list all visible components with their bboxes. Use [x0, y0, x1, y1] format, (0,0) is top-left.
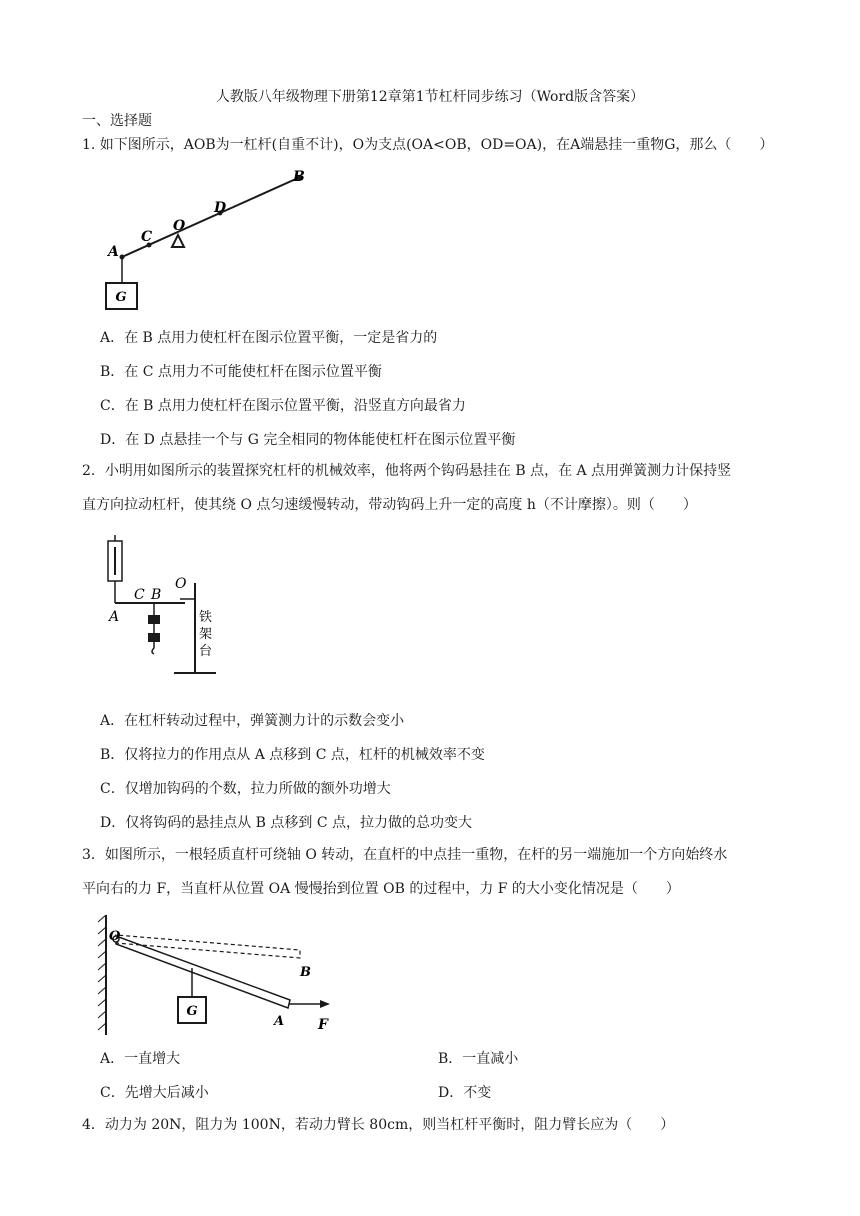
question-4-stem: 4．动力为 20N，阻力为 100N，若动力臂长 80cm，则当杠杆平衡时，阻力臂长应为（ ）	[82, 1117, 675, 1133]
hook-weight-1	[148, 615, 160, 624]
weight-hook-icon	[152, 642, 154, 654]
section-heading: 一、选择题	[82, 113, 152, 129]
label-d: D	[214, 200, 227, 216]
label-b: B	[300, 965, 311, 980]
fulcrum-triangle-icon	[172, 235, 184, 247]
question-2-stem-line-2: 直方向拉动杠杆，使其绕 O 点匀速缓慢转动，带动钩码上升一定的高度 h（不计摩擦）。则（ ）	[82, 497, 697, 513]
label-stand-char-3: 台	[199, 644, 213, 659]
label-g: G	[115, 290, 127, 305]
label-o: O	[175, 576, 187, 592]
label-stand-char-1: 铁	[199, 610, 213, 625]
question-1-lever-figure	[100, 165, 315, 315]
question-1-stem: 1. 如下图所示，AOB为一杠杆(自重不计)，O为支点(OA<OB，OD=OA)，在A端悬挂一重物G，那么（ ）	[82, 137, 774, 153]
label-b: B	[151, 587, 162, 603]
question-3-stem-line-1: 3．如图所示，一根轻质直杆可绕轴 O 转动，在直杆的中点挂一重物，在杆的另一端施加一个方向始终水	[82, 847, 728, 863]
document-title: 人教版八年级物理下册第12章第1节杠杆同步练习（Word版含答案）	[215, 89, 645, 105]
force-arrowhead-icon	[320, 1000, 330, 1008]
label-stand-char-2: 架	[199, 627, 213, 642]
label-a: A	[274, 1014, 285, 1029]
label-a: A	[109, 609, 120, 625]
question-1-option-a[interactable]: A．在 B 点用力使杠杆在图示位置平衡，一定是省力的	[100, 330, 438, 346]
label-c: C	[134, 587, 145, 603]
question-2-option-a[interactable]: A．在杠杆转动过程中，弹簧测力计的示数会变小	[100, 713, 405, 729]
hook-weight-2	[148, 633, 160, 642]
label-o: O	[173, 218, 186, 234]
question-2-option-c[interactable]: C．仅增加钩码的个数，拉力所做的额外功增大	[100, 781, 391, 797]
label-g: G	[186, 1004, 198, 1019]
question-1-option-c[interactable]: C．在 B 点用力使杠杆在图示位置平衡，沿竖直方向最省力	[100, 398, 466, 414]
question-3-option-c[interactable]: C．先增大后减小	[100, 1085, 209, 1101]
label-c: C	[141, 229, 153, 245]
label-o: O	[109, 929, 121, 944]
question-2-option-d[interactable]: D．仅将钩码的悬挂点从 B 点移到 C 点，拉力做的总功变大	[100, 815, 473, 831]
question-2-option-b[interactable]: B．仅将拉力的作用点从 A 点移到 C 点，杠杆的机械效率不变	[100, 747, 485, 763]
question-2-apparatus-figure	[100, 533, 230, 683]
label-f: F	[318, 1017, 328, 1033]
question-3-rotating-rod-figure	[96, 910, 336, 1035]
question-1-option-d[interactable]: D．在 D 点悬挂一个与 G 完全相同的物体能使杠杆在图示位置平衡	[100, 432, 516, 448]
question-3-option-d[interactable]: D．不变	[438, 1085, 492, 1101]
label-b: B	[293, 169, 305, 185]
question-3-option-b[interactable]: B．一直减小	[438, 1051, 519, 1067]
question-1-option-b[interactable]: B．在 C 点用力不可能使杠杆在图示位置平衡	[100, 364, 382, 380]
question-2-stem-line-1: 2．小明用如图所示的装置探究杠杆的机械效率，他将两个钩码悬挂在 B 点，在 A 点用弹簧测力计保持竖	[82, 463, 732, 479]
question-3-option-a[interactable]: A．一直增大	[100, 1051, 181, 1067]
wall-hatch-icon	[98, 915, 106, 1030]
label-a: A	[108, 244, 119, 260]
question-3-stem-line-2: 平向右的力 F，当直杆从位置 OA 慢慢抬到位置 OB 的过程中，力 F 的大小变化情况是（ ）	[82, 881, 680, 897]
